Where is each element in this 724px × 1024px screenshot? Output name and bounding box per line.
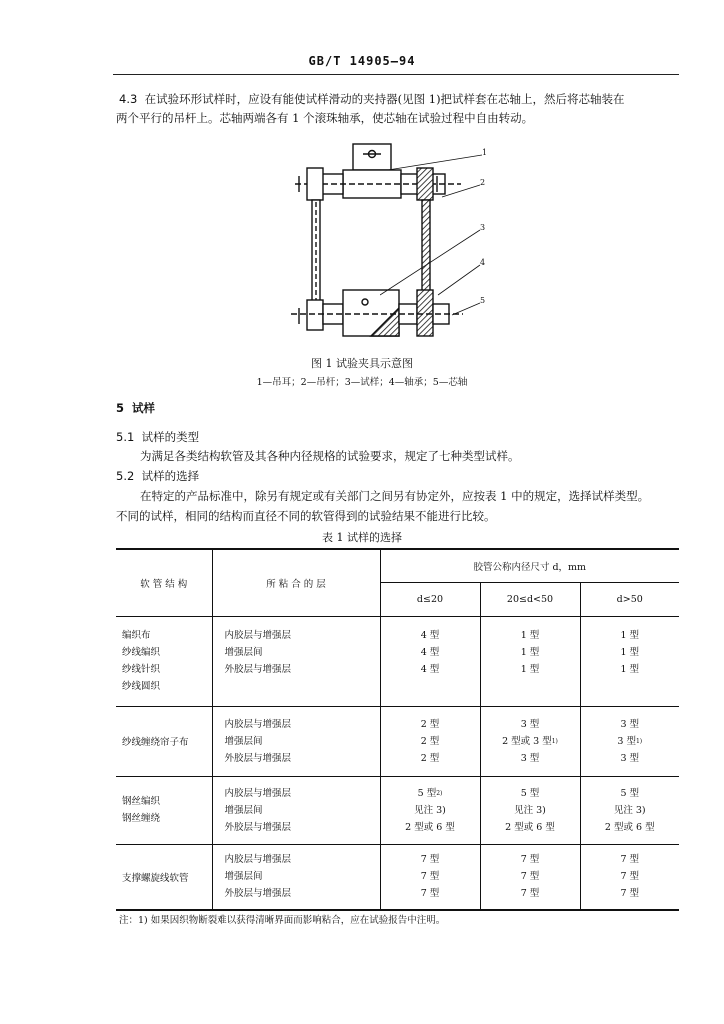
- structure-label: 支撑螺旋线软管: [116, 844, 212, 910]
- layer-label: 内胶层与增强层: [224, 630, 292, 641]
- structure-label: 纱线缠绕帘子布: [116, 706, 212, 776]
- cell-value: 4 型: [420, 647, 440, 658]
- cell-value-with-footnote: 5 型$^{2)}$: [417, 787, 443, 799]
- layer-label: 内胶层与增强层: [224, 718, 292, 730]
- section-4-3-paragraph: [116, 90, 689, 128]
- cell-value: 7 型: [520, 888, 540, 900]
- cell-value: 7 型: [420, 854, 440, 866]
- table-row-group-4: [116, 844, 679, 910]
- table-row-group-2: [116, 706, 679, 776]
- header-col-b: 20≤d<50: [480, 582, 580, 616]
- footnote-marker: 2): [436, 789, 443, 797]
- cell-value: 2 型或 6 型: [604, 821, 655, 833]
- cell-value: 4 型: [420, 630, 440, 641]
- cell-value: 5 型: [520, 787, 540, 799]
- section-4-3-line1: 在试验环形试样时，应设有能使试样滑动的夹持器(见图 1)把试样套在芯轴上，然后将芯轴装在: [144, 92, 625, 106]
- figure-legend: 1—吊耳；2—吊杆；3—试样；4—轴承；5—芯轴: [256, 377, 468, 388]
- cell-value: 7 型: [420, 888, 440, 900]
- section-5-1-title: 试样的类型: [141, 430, 200, 444]
- callout-2: 2: [480, 178, 486, 187]
- layer-label: 内胶层与增强层: [224, 787, 292, 799]
- structure-label: 编织布: [122, 630, 151, 641]
- layer-label: 增强层间: [224, 871, 263, 883]
- cell-value: 7 型: [420, 871, 440, 883]
- layer-label: 外胶层与增强层: [224, 752, 292, 764]
- cell-value: 7 型: [620, 871, 640, 883]
- cell-value: 2 型或 6 型: [505, 821, 555, 833]
- callout-4: 4: [480, 258, 486, 267]
- structure-label: 纱线圆织: [122, 681, 161, 692]
- header-col-c: d>50: [580, 582, 679, 616]
- section-5-1-heading: [116, 428, 199, 447]
- cell-value: 1 型: [520, 664, 540, 675]
- cell-value: 3 型: [520, 718, 540, 730]
- layer-label: 内胶层与增强层: [224, 854, 292, 866]
- structure-label: 钢丝编织: [122, 796, 161, 807]
- callout-3: 3: [480, 223, 486, 232]
- cell-value: 4 型: [420, 664, 440, 675]
- cell-value: 3 型: [620, 718, 640, 730]
- table-title: 表 1 试样的选择: [322, 531, 402, 544]
- cell-value: 见注 3): [514, 804, 546, 816]
- section-5-2-heading: [116, 467, 199, 486]
- sample-selection-table: [116, 548, 679, 911]
- cell-value: 7 型: [620, 854, 640, 866]
- section-5-2-title: 试样的选择: [141, 469, 200, 483]
- header-structure: 软 管 结 构: [140, 578, 188, 590]
- structure-label: 纱线针织: [122, 664, 161, 675]
- cell-value: 见注 3): [414, 804, 446, 816]
- structure-label: 钢丝缠绕: [122, 813, 161, 824]
- cell-value: 2 型: [420, 752, 440, 764]
- layer-label: 增强层间: [224, 647, 263, 658]
- cell-value: 7 型: [520, 871, 540, 883]
- cell-value: 2 型或 6 型: [405, 821, 455, 833]
- callout-5: 5: [480, 296, 486, 305]
- layer-label: 增强层间: [224, 804, 263, 816]
- header-divider: [113, 74, 679, 75]
- layer-label: 外胶层与增强层: [224, 821, 292, 833]
- section-number: 5.1: [116, 430, 135, 444]
- cell-value: 见注 3): [613, 804, 646, 816]
- cell-value: 7 型: [620, 888, 640, 900]
- cell-value: 2 型: [420, 718, 440, 730]
- cell-value: 1 型: [520, 647, 540, 658]
- section-5-2-line1: 在特定的产品标准中，除另有规定或有关部门之间另有协定外，应按表 1 中的规定，选择试样类型。: [140, 489, 650, 503]
- section-number: 5.2: [116, 469, 135, 483]
- header-layers: 所 粘 合 的 层: [212, 550, 380, 616]
- cell-value-with-footnote: 2 型或 3 型$^{1)}$: [502, 735, 558, 747]
- callout-1: 1: [482, 148, 488, 157]
- table-row-group-1: [116, 616, 679, 706]
- section-5-2-line2: 不同的试样，相同的结构而直径不同的软管得到的试验结果不能进行比较。: [116, 509, 496, 523]
- header-col-a: d≤20: [380, 582, 480, 616]
- section-number: 5: [116, 401, 125, 415]
- layer-label: 增强层间: [224, 735, 263, 747]
- section-number: 4.3: [119, 92, 138, 106]
- cell-value: 2 型: [420, 735, 440, 747]
- table-note: 注：1) 如果因织物断裂难以获得清晰界面而影响粘合，应在试验报告中注明。: [119, 915, 446, 926]
- header-diameter: 胶管公称内径尺寸 d，mm: [380, 550, 679, 582]
- page-header-standard-number: GB/T 14905—94: [308, 54, 416, 68]
- cell-value: 3 型: [620, 752, 640, 764]
- callout-leaders: [380, 145, 495, 320]
- cell-value: 1 型: [520, 630, 540, 641]
- footnote-marker: 1): [551, 737, 558, 745]
- section-5-1-text: 为满足各类结构软管及其各种内径规格的试验要求，规定了七种类型试样。: [140, 449, 520, 463]
- section-4-3-line2: 两个平行的吊杆上。芯轴两端各有 1 个滚珠轴承，使芯轴在试验过程中自由转动。: [116, 111, 534, 125]
- cell-value: 1 型: [620, 664, 640, 675]
- table-row-group-3: [116, 776, 679, 844]
- figure-caption: 图 1 试验夹具示意图: [311, 357, 413, 370]
- layer-label: 外胶层与增强层: [224, 664, 292, 675]
- section-5-title: 试样: [132, 401, 156, 415]
- structure-label: 纱线编织: [122, 647, 161, 658]
- cell-value: 1 型: [620, 647, 640, 658]
- cell-value-with-footnote: 3 型$^{1)}$: [617, 735, 643, 747]
- section-5-heading: [116, 399, 155, 418]
- footnote-marker: 1): [635, 737, 643, 745]
- cell-value: 1 型: [620, 630, 640, 641]
- layer-label: 外胶层与增强层: [224, 888, 292, 900]
- cell-value: 7 型: [520, 854, 540, 866]
- cell-value: 5 型: [620, 787, 640, 799]
- cell-value: 3 型: [520, 752, 540, 764]
